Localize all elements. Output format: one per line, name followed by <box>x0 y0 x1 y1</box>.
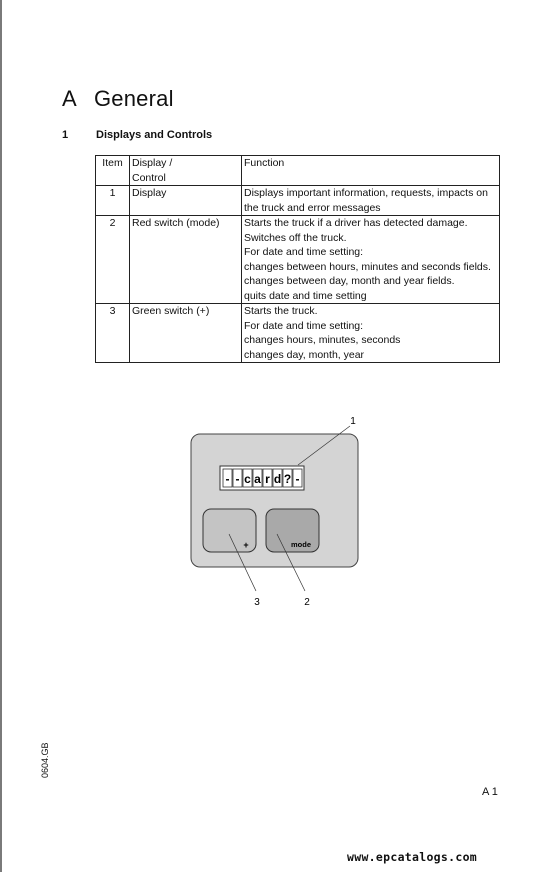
row-item: 3 <box>96 304 130 363</box>
header-function: Function <box>242 156 500 186</box>
table-header-row <box>96 156 500 186</box>
function-line: Displays important information, requests, impacts on <box>244 187 488 199</box>
left-margin-rule <box>0 0 2 872</box>
display-char: a <box>254 472 261 486</box>
display-char: c <box>244 472 251 486</box>
table-row <box>96 304 500 363</box>
function-line: changes hours, minutes, seconds <box>244 334 401 346</box>
callout-number-red: 2 <box>304 597 310 608</box>
chapter-title: General <box>94 86 174 111</box>
footer-watermark-url: www.epcatalogs.com <box>347 850 478 864</box>
display-char: - <box>235 472 240 486</box>
function-line: For date and time setting: <box>244 319 364 332</box>
row-control: Green switch (+) <box>130 304 242 363</box>
display-char: - <box>295 472 300 486</box>
header-control-line1: Display / <box>132 157 173 169</box>
function-line: Switches off the truck. <box>244 231 347 244</box>
function-line: Starts the truck. <box>244 305 318 317</box>
chapter-letter: A <box>62 86 77 111</box>
row-control: Display <box>130 186 242 216</box>
function-line: changes day, month, year <box>244 348 365 361</box>
chapter-heading <box>62 86 174 112</box>
controls-table <box>95 155 500 363</box>
section-number: 1 <box>62 129 69 141</box>
function-line: changes between hours, minutes and seconds fields. <box>244 260 491 273</box>
header-control <box>130 156 242 186</box>
row-item: 1 <box>96 186 130 216</box>
control-panel-figure <box>180 410 380 615</box>
table-row <box>96 216 500 304</box>
section-title: Displays and Controls <box>96 129 213 141</box>
header-control-line2: Control <box>132 171 166 184</box>
table-row <box>96 186 500 216</box>
function-line: quits date and time setting <box>244 289 367 302</box>
header-item: Item <box>96 156 130 186</box>
mode-label: mode <box>290 540 312 549</box>
row-function <box>242 304 500 363</box>
row-function <box>242 186 500 216</box>
function-line: changes between day, month and year fields. <box>244 275 455 287</box>
row-function <box>242 216 500 304</box>
display-char: d <box>273 472 282 486</box>
function-line: For date and time setting: <box>244 246 364 258</box>
section-heading <box>62 129 212 141</box>
function-line: the truck and error messages <box>244 201 381 214</box>
display-char: r <box>265 472 270 486</box>
function-line: Starts the truck if a driver has detected damage. <box>244 217 468 229</box>
display-char: ? <box>283 472 292 486</box>
display-char: - <box>225 472 230 486</box>
plus-label: + <box>243 540 249 550</box>
row-control: Red switch (mode) <box>130 216 242 304</box>
page-number: A 1 <box>482 786 498 798</box>
callout-number-display: 1 <box>350 416 356 427</box>
row-item: 2 <box>96 216 130 304</box>
document-code: 0604.GB <box>40 742 50 778</box>
callout-number-green: 3 <box>254 597 260 608</box>
